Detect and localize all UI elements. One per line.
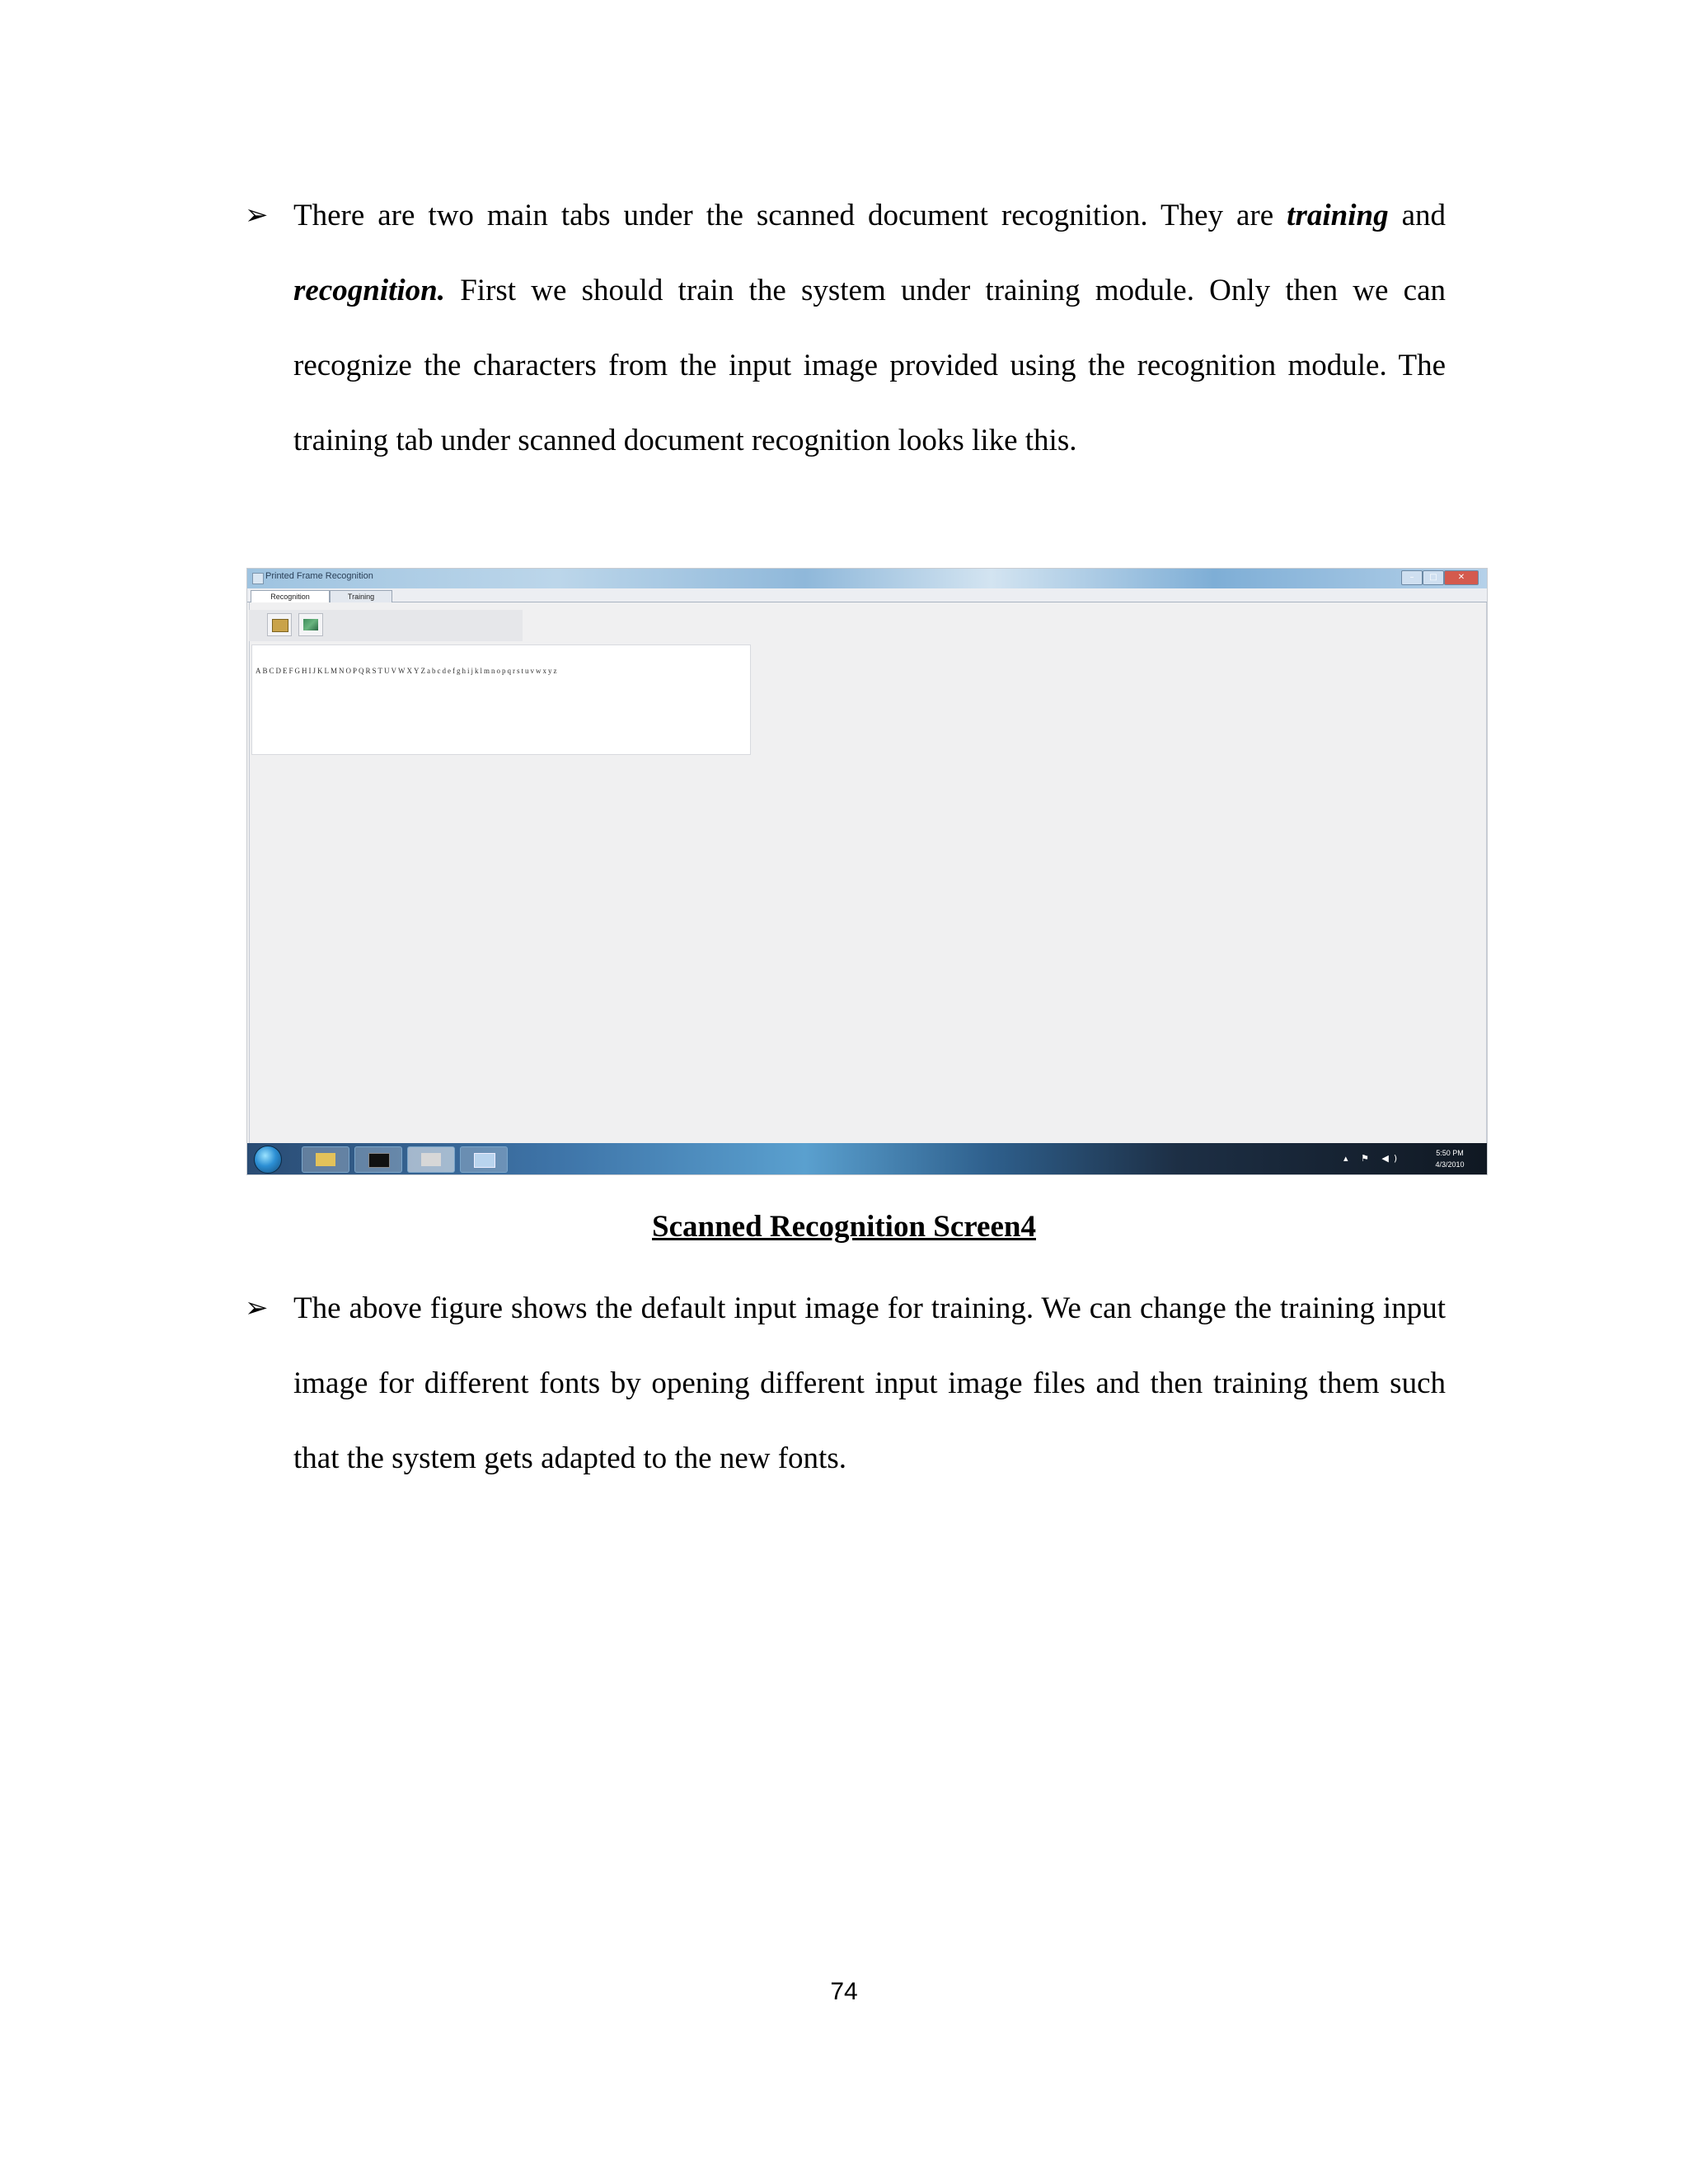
intro-text-part2: and: [1388, 199, 1446, 232]
emphasis-recognition: recognition.: [293, 274, 445, 307]
app-icon: [252, 573, 264, 584]
intro-text-part1: There are two main tabs under the scanned document recognition. They are: [293, 199, 1287, 232]
maximize-button[interactable]: [1423, 570, 1444, 585]
close-icon: ✕: [1457, 573, 1465, 582]
start-button[interactable]: [254, 1146, 282, 1174]
tab-training[interactable]: Training: [330, 590, 392, 602]
taskbar-explorer[interactable]: [302, 1146, 349, 1173]
taskbar-command-prompt[interactable]: [354, 1146, 402, 1173]
maximize-icon: □: [1429, 573, 1437, 582]
emphasis-training: training: [1287, 199, 1389, 232]
java-icon: [421, 1153, 441, 1166]
open-image-button[interactable]: [267, 613, 292, 636]
taskbar-recognition-app[interactable]: [460, 1146, 508, 1173]
clock-time: 5:50 PM: [1436, 1149, 1464, 1157]
train-button[interactable]: [298, 613, 323, 636]
system-tray-icons[interactable]: ▴ ⚑ ◀): [1343, 1153, 1403, 1164]
taskbar-clock[interactable]: [1421, 1147, 1479, 1170]
close-button[interactable]: [1444, 570, 1479, 585]
folder-icon: [316, 1153, 335, 1166]
intro-text-part3: First we should train the system under training module. Only then we can recognize the characters from the input image provided using the recognition module. The training tab under scanned document recognition looks like this.: [293, 274, 1446, 457]
toolbar: [249, 610, 523, 641]
clock-date: 4/3/2010: [1435, 1160, 1465, 1169]
window-title: Printed Frame Recognition: [265, 571, 373, 581]
train-icon: [303, 619, 318, 630]
folder-icon: [272, 619, 288, 632]
intro-paragraph: [293, 178, 1446, 478]
tab-bar: [247, 588, 1487, 602]
bullet-marker: ➢: [245, 200, 269, 231]
bullet-marker: ➢: [245, 1293, 269, 1324]
minimize-button[interactable]: [1401, 570, 1423, 585]
taskbar: [247, 1143, 1487, 1174]
figure-caption: Scanned Recognition Screen4: [652, 1210, 1036, 1244]
page-number: 74: [830, 1978, 858, 2005]
screenshot-figure: [247, 569, 1487, 1174]
explanation-paragraph: The above figure shows the default input image for training. We can change the training input image for different fonts by opening different input image files and then training them such that the system gets adapted to the new fonts.: [293, 1291, 1446, 1475]
training-characters: ABCDEFGHIJKLMNOPQRSTUVWXYZabcdefghijklmnopqrstuvwxyz: [256, 667, 559, 675]
window-titlebar: [247, 569, 1487, 588]
minimize-icon: –: [1409, 573, 1414, 582]
tab-recognition[interactable]: Recognition: [251, 590, 330, 602]
taskbar-java[interactable]: [407, 1146, 455, 1173]
training-image-canvas: [251, 644, 751, 755]
window-icon: [474, 1153, 495, 1168]
console-icon: [368, 1153, 390, 1168]
